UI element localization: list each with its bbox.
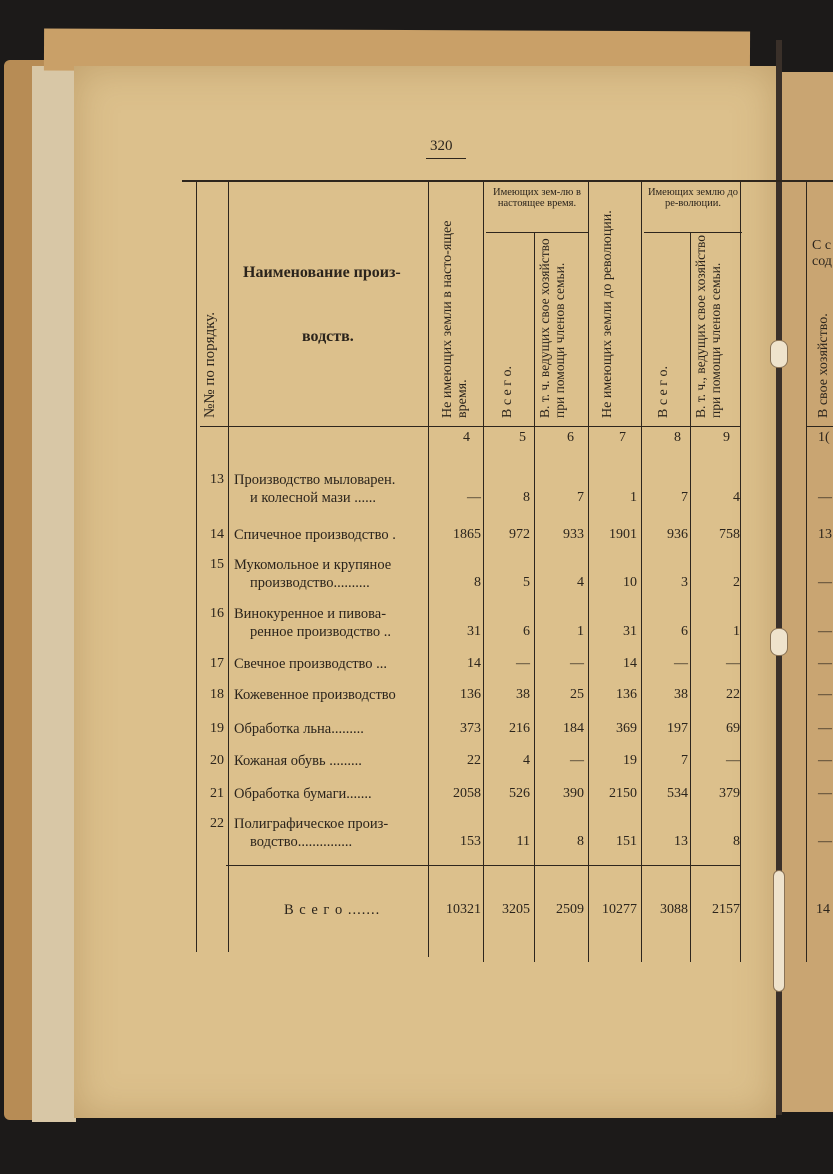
cell-value: —: [726, 656, 740, 671]
cell-value: 31: [623, 624, 637, 639]
column-number: 9: [723, 430, 730, 445]
cell-value: 1901: [609, 527, 637, 542]
header-name-line2: водств.: [302, 328, 354, 345]
row-number: 15: [210, 557, 224, 572]
total-value: 3088: [660, 902, 688, 917]
cell-value: 31: [467, 624, 481, 639]
cell-value: 136: [616, 687, 637, 702]
cell-value: 3: [681, 575, 688, 590]
cell-value: 4: [733, 490, 740, 505]
cell-value-partial: —: [818, 656, 832, 671]
cell-value: —: [516, 656, 530, 671]
cell-value: 2058: [453, 786, 481, 801]
column-number: 7: [619, 430, 626, 445]
row-number: 21: [210, 786, 224, 801]
cell-value: 1: [630, 490, 637, 505]
cell-value: 197: [667, 721, 688, 736]
row-name: Винокуренное и пивова-: [234, 606, 387, 622]
cell-value-partial: —: [818, 624, 832, 639]
book-page: [74, 66, 776, 1118]
row-name: Обработка бумаги.......: [234, 786, 372, 802]
cell-value: 14: [623, 656, 637, 671]
row-name: Кожаная обувь .........: [234, 753, 362, 769]
cell-value: 534: [667, 786, 688, 801]
row-name-cont: водство...............: [250, 834, 353, 850]
header-partial-group: С с сод: [812, 238, 832, 269]
row-number: 17: [210, 656, 224, 671]
cell-value: —: [570, 656, 584, 671]
cell-value: 8: [523, 490, 530, 505]
total-label: В с е г о .......: [284, 902, 381, 918]
group-b-rule: [644, 232, 742, 233]
row-name: Производство мыловарен.: [234, 472, 396, 488]
cell-value: 69: [726, 721, 740, 736]
cell-value: 4: [577, 575, 584, 590]
cell-value: 6: [681, 624, 688, 639]
cell-value: 2: [733, 575, 740, 590]
cell-value: 2150: [609, 786, 637, 801]
column-number: 6: [567, 430, 574, 445]
group-a-rule: [486, 232, 588, 233]
row-name: Свечное производство ...: [234, 656, 388, 672]
col-line: [690, 232, 691, 962]
cell-value: 7: [681, 490, 688, 505]
cell-value: 153: [460, 834, 481, 849]
row-number: 20: [210, 753, 224, 768]
cell-value: 6: [523, 624, 530, 639]
cell-value: 7: [681, 753, 688, 768]
cell-value: 38: [674, 687, 688, 702]
row-number: 14: [210, 527, 224, 542]
cell-value: 7: [577, 490, 584, 505]
binding-stitch: [770, 628, 788, 656]
binding-stitch: [773, 870, 785, 992]
header-own-farm: В свое хозяйство.: [816, 313, 831, 418]
cell-value: 972: [509, 527, 530, 542]
row-name: Спичечное производство .: [234, 527, 396, 543]
total-value: 3205: [502, 902, 530, 917]
cell-value: 25: [570, 687, 584, 702]
header-family-b: В. т. ч., ведущих свое хозяйство при помощи членов семьи.: [693, 234, 723, 418]
col-line: [534, 232, 535, 962]
cell-value: 8: [577, 834, 584, 849]
row-name: Обработка льна.........: [234, 721, 364, 737]
row-name: Кожевенное производство: [234, 687, 396, 703]
header-family-a: В. т. ч. ведущих свое хозяйство при помощи членов семьи.: [537, 238, 567, 418]
cell-value: 5: [523, 575, 530, 590]
cell-value: 10: [623, 575, 637, 590]
row-name-cont: ренное производство ..: [250, 624, 392, 640]
row-number: 18: [210, 687, 224, 702]
cell-value: 184: [563, 721, 584, 736]
cell-value: 1865: [453, 527, 481, 542]
cell-value: 390: [563, 786, 584, 801]
header-group-land-now: Имеющих зем-лю в настоящее время.: [493, 187, 581, 209]
column-number: 1(: [818, 430, 830, 445]
cell-value: 933: [563, 527, 584, 542]
cell-value: 22: [467, 753, 481, 768]
row-name: Полиграфическое произ-: [234, 816, 389, 832]
column-number: 4: [463, 430, 470, 445]
header-group-land-before: Имеющих землю до ре-волюции.: [647, 187, 739, 209]
row-name: Мукомольное и крупяное: [234, 557, 392, 573]
cell-value: 936: [667, 527, 688, 542]
cell-value-partial: —: [818, 575, 832, 590]
table-top-rule: [182, 180, 833, 182]
cell-value: 22: [726, 687, 740, 702]
column-number: 5: [519, 430, 526, 445]
header-row-number: №№ по порядку.: [202, 311, 218, 418]
header-name-line1: Наименование произ-: [243, 264, 401, 281]
cell-value-partial: —: [818, 490, 832, 505]
column-number: 8: [674, 430, 681, 445]
header-total-a: В с е г о.: [500, 365, 515, 418]
cell-value: 11: [516, 834, 530, 849]
cell-value: 1: [577, 624, 584, 639]
right-page-edge: [782, 72, 833, 1112]
cell-value: 373: [460, 721, 481, 736]
cell-value-partial: —: [818, 721, 832, 736]
row-number: 16: [210, 606, 224, 621]
row-number: 22: [210, 816, 224, 831]
col-line: [740, 182, 741, 962]
total-value: 2509: [556, 902, 584, 917]
page-number-rule: [426, 158, 466, 159]
row-number: 13: [210, 472, 224, 487]
cell-value-partial: —: [818, 834, 832, 849]
cell-value: 8: [733, 834, 740, 849]
cell-value: —: [726, 753, 740, 768]
header-no-land-before: Не имеющих земли до революции.: [600, 210, 615, 418]
page-number: 320: [430, 138, 453, 154]
header-total-b: В с е г о.: [656, 365, 671, 418]
cell-value: 136: [460, 687, 481, 702]
cell-value: 13: [674, 834, 688, 849]
row-name-cont: производство..........: [250, 575, 370, 591]
total-value-partial: 14: [816, 902, 830, 917]
cell-value: 216: [509, 721, 530, 736]
cell-value: 379: [719, 786, 740, 801]
header-no-land-now: Не имеющих земли в насто-ящее время.: [440, 220, 471, 418]
cell-value: 19: [623, 753, 637, 768]
row-name-cont: и колесной мази ......: [250, 490, 376, 506]
cell-value: 14: [467, 656, 481, 671]
total-value: 2157: [712, 902, 740, 917]
header-bottom-rule: [200, 426, 740, 427]
binding-stitch: [770, 340, 788, 368]
cell-value-partial: 13: [818, 527, 832, 542]
col-line: [806, 182, 807, 962]
cell-value: 369: [616, 721, 637, 736]
cell-value: 1: [733, 624, 740, 639]
cell-value: 758: [719, 527, 740, 542]
total-value: 10277: [602, 902, 637, 917]
total-value: 10321: [446, 902, 481, 917]
cell-value-partial: —: [818, 753, 832, 768]
cell-value: —: [467, 490, 481, 505]
col-line: [228, 182, 229, 952]
cell-value: 8: [474, 575, 481, 590]
cell-value: 526: [509, 786, 530, 801]
cell-value: —: [674, 656, 688, 671]
cell-value: 151: [616, 834, 637, 849]
cell-value-partial: —: [818, 786, 832, 801]
cell-value: —: [570, 753, 584, 768]
cell-value: 38: [516, 687, 530, 702]
cell-value: 4: [523, 753, 530, 768]
header-bottom-rule-right: [806, 426, 833, 427]
row-number: 19: [210, 721, 224, 736]
cell-value-partial: —: [818, 687, 832, 702]
page-stack-inner: [32, 66, 76, 1122]
